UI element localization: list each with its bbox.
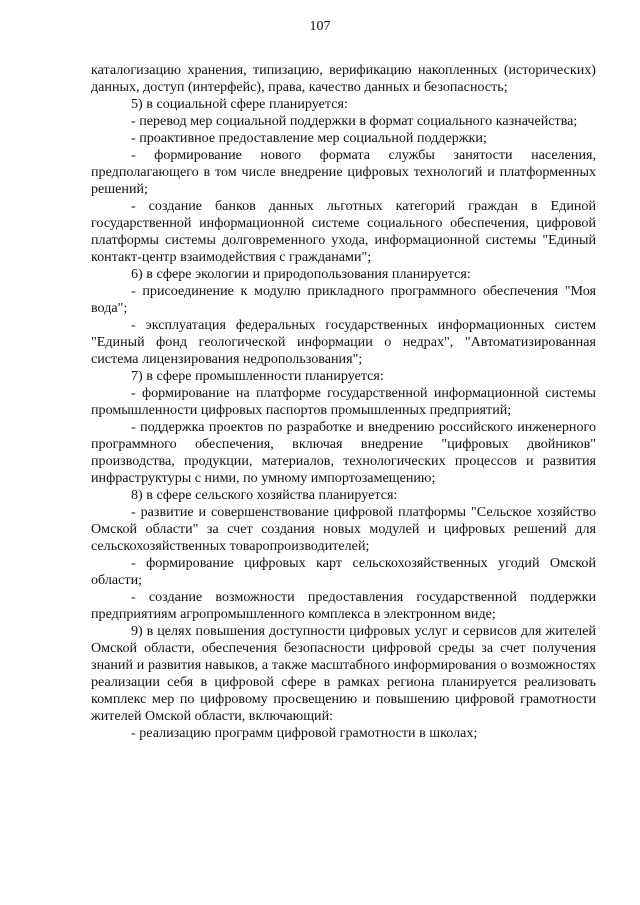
paragraph-engineering-software: - поддержка проектов по разработке и внедрению российского инженерного программного обеспечения, включая внедрение "цифровых двойников" производства, продукции, материалов, технологических процессов и развития инфраструктуры с ними, по умному импортозамещению; bbox=[91, 419, 596, 486]
paragraph-my-water: - присоединение к модулю прикладного программного обеспечения "Моя вода"; bbox=[91, 283, 596, 316]
paragraph-electronic-support: - создание возможности предоставления государственной поддержки предприятиям агропромышленного комплекса в электронном виде; bbox=[91, 589, 596, 622]
page-body bbox=[91, 62, 596, 742]
paragraph-storage-cataloguing: каталогизацию хранения, типизацию, верификацию накопленных (исторических) данных, доступ (интерфейс), права, качество данных и безопасность; bbox=[91, 62, 596, 95]
paragraph-industry-heading: 7) в сфере промышленности планируется: bbox=[131, 368, 384, 384]
paragraph-school-programs: - реализацию программ цифровой грамотности в школах; bbox=[131, 725, 478, 741]
paragraph-proactive-support: - проактивное предоставление мер социальной поддержки; bbox=[131, 130, 487, 146]
page-number: 107 bbox=[309, 19, 331, 34]
paragraph-employment-service: - формирование нового формата службы занятости населения, предполагающего в том числе внедрение цифровых технологий и платформенных решений; bbox=[91, 147, 596, 197]
paragraph-digital-maps: - формирование цифровых карт сельскохозяйственных угодий Омской области; bbox=[91, 555, 596, 588]
paragraph-agri-platform: - развитие и совершенствование цифровой платформы "Сельское хозяйство Омской области" за счет создания новых модулей и цифровых решений для сельскохозяйственных товаропроизводителей; bbox=[91, 504, 596, 554]
paragraph-social-sphere-heading: 5) в социальной сфере планируется: bbox=[131, 96, 348, 112]
paragraph-federal-systems: - эксплуатация федеральных государственных информационных систем "Единый фонд геологической информации о недрах", "Автоматизированная система лицензирования недропользования"; bbox=[91, 317, 596, 367]
paragraph-digital-literacy: 9) в целях повышения доступности цифровых услуг и сервисов для жителей Омской области, обеспечения безопасности цифровой среды за счет получения знаний и развития навыков, а также масштабного информирования о возможностях реализации себя в цифровой сфере в рамках региона планируется реализовать комплекс мер по цифровому просвещению и повышению цифровой грамотности жителей Омской области, включающий: bbox=[91, 623, 596, 724]
paragraph-agriculture-heading: 8) в сфере сельского хозяйства планируется: bbox=[131, 487, 398, 503]
paragraph-digital-passports: - формирование на платформе государственной информационной системы промышленности цифровых паспортов промышленных предприятий; bbox=[91, 385, 596, 418]
paragraph-ecology-heading: 6) в сфере экологии и природопользования планируется: bbox=[131, 266, 471, 282]
paragraph-databanks: - создание банков данных льготных категорий граждан в Единой государственной информационной системе социального обеспечения, цифровой платформы системы долговременного ухода, информационной системы "Единый контакт-центр взаимодействия с гражданами"; bbox=[91, 198, 596, 265]
paragraph-social-treasury: - перевод мер социальной поддержки в формат социального казначейства; bbox=[131, 113, 578, 129]
